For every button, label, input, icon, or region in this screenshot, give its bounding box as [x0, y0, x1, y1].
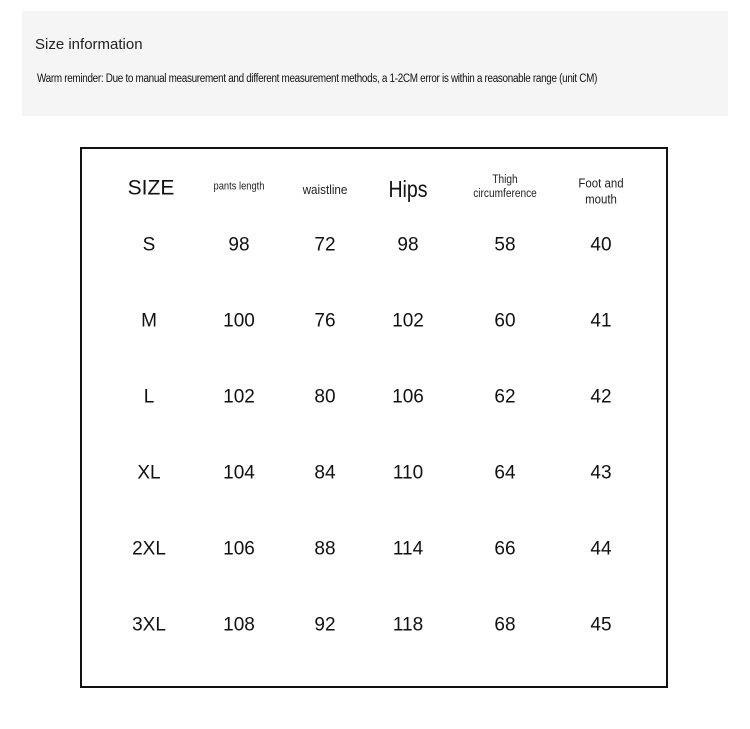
- measurement-reminder: Warm reminder: Due to manual measurement and different measurement methods, a 1-2CM error is within a reasonable range (unit CM): [37, 73, 598, 85]
- row-size: L: [143, 386, 155, 408]
- header-thigh-circumference: [473, 174, 537, 202]
- row-size: S: [142, 234, 156, 256]
- size-info-title: Size information: [35, 36, 143, 53]
- row-thigh: 62: [494, 386, 516, 408]
- header-foot-line1: Foot and: [578, 175, 624, 191]
- row-waistline: 84: [314, 462, 336, 484]
- row-thigh: 60: [494, 310, 516, 332]
- row-size: 3XL: [132, 614, 166, 636]
- row-foot: 40: [590, 234, 612, 256]
- row-hips: 114: [392, 538, 424, 560]
- row-pants-length: 98: [228, 234, 250, 256]
- row-thigh: 64: [494, 462, 516, 484]
- row-pants-length: 108: [223, 614, 255, 636]
- row-waistline: 76: [314, 310, 336, 332]
- row-hips: 118: [392, 614, 424, 636]
- header-foot-mouth: [578, 175, 623, 206]
- header-size: SIZE: [127, 176, 175, 200]
- header-pants-length: pants length: [213, 180, 265, 193]
- row-hips: 106: [392, 386, 424, 408]
- row-foot: 41: [590, 310, 612, 332]
- row-waistline: 92: [314, 614, 336, 636]
- header-waistline: waistline: [302, 182, 348, 198]
- row-foot: 43: [590, 462, 612, 484]
- row-waistline: 72: [314, 234, 336, 256]
- row-pants-length: 106: [223, 538, 255, 560]
- row-foot: 45: [590, 614, 612, 636]
- size-info-banner: [22, 11, 728, 116]
- header-thigh-line1: Thigh: [492, 174, 518, 187]
- header-hips: Hips: [388, 176, 428, 203]
- row-thigh: 66: [494, 538, 516, 560]
- header-thigh-line2: circumference: [473, 188, 537, 200]
- row-pants-length: 100: [223, 310, 255, 332]
- size-chart-table: [80, 147, 668, 688]
- row-thigh: 58: [494, 234, 516, 256]
- row-hips: 102: [392, 310, 424, 332]
- row-waistline: 88: [314, 538, 336, 560]
- row-size: M: [141, 310, 157, 332]
- row-hips: 98: [397, 234, 419, 256]
- row-size: XL: [137, 462, 161, 484]
- row-waistline: 80: [314, 386, 336, 408]
- row-hips: 110: [392, 462, 424, 484]
- row-foot: 44: [590, 538, 612, 560]
- row-foot: 42: [590, 386, 612, 408]
- header-foot-line2: mouth: [585, 191, 617, 206]
- row-pants-length: 102: [223, 386, 255, 408]
- row-pants-length: 104: [223, 462, 255, 484]
- row-size: 2XL: [132, 538, 166, 560]
- row-thigh: 68: [494, 614, 516, 636]
